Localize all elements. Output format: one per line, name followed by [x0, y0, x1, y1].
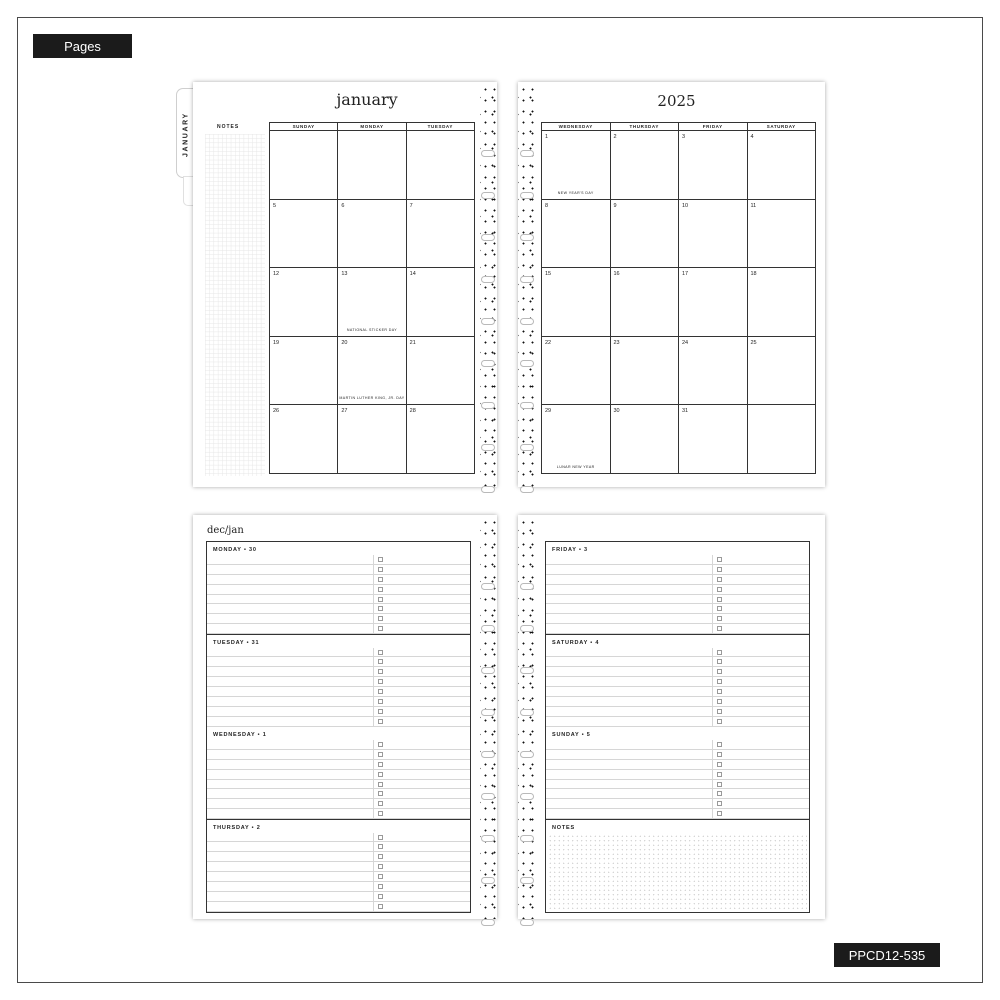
checkbox[interactable]: [717, 567, 722, 572]
holiday-label: NATIONAL STICKER DAY: [346, 327, 398, 332]
calendar-day-cell[interactable]: [338, 336, 406, 405]
calendar-grid-right: [541, 122, 816, 474]
binder-ring-icon: [520, 793, 534, 800]
checkbox[interactable]: [378, 894, 383, 899]
checkbox[interactable]: [378, 616, 383, 621]
checkbox[interactable]: [378, 801, 383, 806]
day-number: 28: [409, 408, 416, 414]
calendar-day-cell[interactable]: [406, 268, 474, 337]
binder-ring-icon: [481, 835, 495, 842]
weekday-header: THURSDAY: [610, 123, 679, 131]
day-number: 18: [750, 271, 757, 277]
checkbox[interactable]: [378, 669, 383, 674]
binder-ring-icon: [520, 486, 534, 493]
calendar-week-row: [542, 131, 816, 200]
calendar-day-cell[interactable]: [610, 199, 679, 268]
checkbox-list: [717, 742, 722, 821]
checkbox[interactable]: [378, 597, 383, 602]
day-section[interactable]: [546, 727, 809, 820]
pages-label: Pages: [33, 34, 132, 58]
checkbox-list: [378, 742, 383, 821]
calendar-day-cell[interactable]: [270, 268, 338, 337]
day-section[interactable]: [207, 635, 470, 728]
month-title: january: [336, 90, 398, 109]
dot-pattern-strip: [480, 82, 497, 487]
checklist-column: [712, 648, 809, 727]
checkbox[interactable]: [378, 567, 383, 572]
checkbox[interactable]: [717, 689, 722, 694]
weekday-header: FRIDAY: [679, 123, 748, 131]
calendar-week-row: [270, 268, 475, 337]
day-number: 6: [341, 202, 345, 209]
calendar-day-cell[interactable]: [610, 405, 679, 474]
calendar-day-cell[interactable]: [747, 405, 816, 474]
calendar-day-cell[interactable]: [542, 131, 611, 200]
calendar-day-cell[interactable]: [270, 336, 338, 405]
weekday-header: MONDAY: [338, 123, 406, 131]
day-number: 29: [545, 408, 552, 414]
binder-ring-icon: [520, 318, 534, 325]
weekly-page-left: [193, 515, 497, 919]
checkbox[interactable]: [717, 782, 722, 787]
checkbox[interactable]: [717, 597, 722, 602]
checkbox[interactable]: [378, 762, 383, 767]
day-number: 23: [613, 339, 620, 346]
weekday-header: SATURDAY: [747, 123, 816, 131]
checklist-column: [373, 648, 470, 727]
dot-grid: [548, 834, 807, 911]
checkbox[interactable]: [717, 679, 722, 684]
calendar-week-row: [270, 199, 475, 268]
checkbox[interactable]: [717, 791, 722, 796]
day-heading: SATURDAY • 4: [552, 639, 600, 646]
binder-ring-icon: [481, 709, 495, 716]
checkbox[interactable]: [378, 679, 383, 684]
binder-ring-icon: [481, 667, 495, 674]
weekly-column-left: [206, 541, 471, 913]
day-number: 8: [545, 202, 549, 209]
day-number: 26: [273, 408, 280, 414]
calendar-day-cell[interactable]: [747, 199, 816, 268]
calendar-day-cell[interactable]: [542, 405, 611, 474]
monthly-page-right: [518, 82, 825, 487]
binder-ring-icon: [481, 192, 495, 199]
day-number: 24: [682, 339, 689, 346]
binder-ring-icon: [481, 919, 495, 926]
calendar-day-cell[interactable]: [610, 131, 679, 200]
calendar-day-cell[interactable]: [338, 131, 406, 200]
binder-ring-icon: [520, 360, 534, 367]
checkbox[interactable]: [717, 752, 722, 757]
checkbox[interactable]: [717, 669, 722, 674]
binder-ring-icon: [520, 276, 534, 283]
binder-ring-icon: [520, 444, 534, 451]
checkbox[interactable]: [378, 577, 383, 582]
day-number: 15: [545, 271, 552, 277]
checkbox[interactable]: [717, 811, 722, 816]
writing-lines: [207, 833, 470, 913]
calendar-day-cell[interactable]: [338, 405, 406, 474]
checkbox[interactable]: [717, 606, 722, 611]
day-number: 27: [341, 408, 348, 414]
checkbox[interactable]: [717, 616, 722, 621]
calendar-day-cell[interactable]: [270, 131, 338, 200]
calendar-day-cell[interactable]: [406, 131, 474, 200]
holiday-label: MARTIN LUTHER KING, JR. DAY: [339, 396, 405, 400]
binder-ring-icon: [481, 318, 495, 325]
checkbox[interactable]: [717, 742, 722, 747]
calendar-grid-left: [269, 122, 475, 474]
calendar-week-row: [542, 405, 816, 474]
checkbox[interactable]: [378, 709, 383, 714]
checkbox[interactable]: [717, 659, 722, 664]
checkbox-list: [717, 650, 722, 729]
checkbox[interactable]: [378, 791, 383, 796]
checklist-column: [373, 740, 470, 819]
binder-ring-icon: [520, 402, 534, 409]
checkbox[interactable]: [717, 587, 722, 592]
writing-lines: [207, 648, 470, 727]
checkbox[interactable]: [378, 835, 383, 840]
binder-ring-icon: [520, 877, 534, 884]
day-section[interactable]: [546, 635, 809, 728]
calendar-week-row: [542, 336, 816, 405]
checkbox[interactable]: [378, 904, 383, 909]
writing-lines: [207, 740, 470, 819]
binder-ring-icon: [481, 444, 495, 451]
writing-lines: [546, 740, 809, 819]
calendar-day-cell[interactable]: [406, 199, 474, 268]
writing-lines: [207, 555, 470, 634]
dot-pattern-strip: [480, 515, 497, 919]
weekday-header: WEDNESDAY: [542, 123, 611, 131]
binder-ring-icon: [481, 625, 495, 632]
product-frame: [17, 17, 983, 983]
month-tab-label: JANUARY: [182, 112, 190, 158]
day-heading: FRIDAY • 3: [552, 547, 588, 553]
checkbox[interactable]: [378, 772, 383, 777]
calendar-day-cell[interactable]: [679, 199, 748, 268]
calendar-day-cell[interactable]: [610, 268, 679, 337]
checkbox[interactable]: [378, 854, 383, 859]
day-heading: MONDAY • 30: [213, 547, 257, 553]
binder-ring-icon: [481, 751, 495, 758]
day-heading: SUNDAY • 5: [552, 732, 591, 738]
holiday-label: NEW YEAR'S DAY: [557, 190, 594, 195]
weekly-notes-section[interactable]: [546, 820, 809, 913]
day-number: 31: [682, 408, 689, 414]
checkbox-list: [717, 557, 722, 636]
checklist-column: [712, 740, 809, 819]
calendar-day-cell[interactable]: [542, 199, 611, 268]
checkbox[interactable]: [378, 874, 383, 879]
checkbox[interactable]: [717, 772, 722, 777]
checkbox[interactable]: [717, 762, 722, 767]
monthly-page-left: [193, 82, 497, 487]
calendar-day-cell[interactable]: [679, 336, 748, 405]
binder-ring-icon: [481, 150, 495, 157]
binder-ring-icon: [520, 751, 534, 758]
day-number: 14: [409, 271, 416, 277]
binder-ring-icon: [520, 583, 534, 590]
day-number: 20: [341, 339, 348, 346]
checkbox[interactable]: [378, 782, 383, 787]
holiday-label: LUNAR NEW YEAR: [556, 464, 595, 469]
binder-ring-icon: [520, 192, 534, 199]
sku-label: PPCD12-535: [834, 943, 940, 967]
day-heading: TUESDAY • 31: [213, 639, 260, 646]
checkbox-list: [378, 650, 383, 729]
binder-ring-icon: [481, 402, 495, 409]
year-title: 2025: [657, 92, 696, 110]
binder-ring-icon: [481, 360, 495, 367]
writing-lines: [546, 555, 809, 634]
checkbox[interactable]: [717, 709, 722, 714]
checkbox[interactable]: [378, 606, 383, 611]
checkbox[interactable]: [378, 587, 383, 592]
calendar-week-row: [270, 336, 475, 405]
checkbox[interactable]: [717, 626, 722, 631]
calendar-day-cell[interactable]: [679, 405, 748, 474]
checkbox[interactable]: [378, 699, 383, 704]
calendar-day-cell[interactable]: [679, 131, 748, 200]
calendar-day-cell[interactable]: [270, 199, 338, 268]
checkbox[interactable]: [717, 699, 722, 704]
day-number: 19: [273, 339, 280, 346]
checklist-column: [373, 833, 470, 913]
binder-ring-icon: [520, 709, 534, 716]
day-number: 21: [409, 339, 416, 346]
binder-ring-icon: [481, 583, 495, 590]
calendar-day-cell[interactable]: [406, 405, 474, 474]
binder-ring-icon: [481, 276, 495, 283]
dot-pattern-strip: [518, 515, 535, 919]
calendar-day-cell[interactable]: [747, 268, 816, 337]
binder-ring-icon: [520, 835, 534, 842]
notes-label: NOTES: [217, 124, 240, 130]
binder-ring-icon: [520, 150, 534, 157]
binder-ring-icon: [520, 667, 534, 674]
day-number: 25: [750, 339, 757, 346]
writing-lines: [546, 648, 809, 727]
calendar-day-cell[interactable]: [679, 268, 748, 337]
day-section[interactable]: [546, 542, 809, 635]
weekday-header: SUNDAY: [270, 123, 338, 131]
day-number: 11: [750, 202, 757, 209]
checkbox[interactable]: [378, 864, 383, 869]
checkbox[interactable]: [378, 689, 383, 694]
day-section[interactable]: [207, 727, 470, 820]
weekly-column-right: [545, 541, 810, 913]
calendar-day-cell[interactable]: [542, 336, 611, 405]
calendar-week-row: [270, 405, 475, 474]
calendar-week-row: [542, 199, 816, 268]
calendar-week-row: [270, 131, 475, 200]
binder-ring-icon: [520, 919, 534, 926]
week-title: dec/jan: [207, 525, 244, 536]
dot-pattern-strip: [518, 82, 535, 487]
checkbox[interactable]: [717, 801, 722, 806]
binder-ring-icon: [520, 234, 534, 241]
weekday-header: TUESDAY: [406, 123, 474, 131]
calendar-week-row: [542, 268, 816, 337]
day-number: 16: [613, 271, 620, 277]
day-number: 13: [341, 271, 348, 277]
checkbox[interactable]: [717, 650, 722, 655]
binder-ring-icon: [481, 486, 495, 493]
day-section[interactable]: [207, 542, 470, 635]
binder-ring-icon: [520, 625, 534, 632]
calendar-day-cell[interactable]: [610, 336, 679, 405]
day-heading: THURSDAY • 2: [213, 824, 261, 831]
calendar-day-cell[interactable]: [338, 268, 406, 337]
weekly-page-right: [518, 515, 825, 919]
checklist-column: [712, 555, 809, 634]
calendar-day-cell[interactable]: [270, 405, 338, 474]
calendar-day-cell[interactable]: [542, 268, 611, 337]
day-number: 5: [273, 202, 277, 209]
checkbox[interactable]: [378, 557, 383, 562]
checkbox[interactable]: [378, 719, 383, 724]
day-number: 1: [545, 134, 549, 140]
checkbox-list: [378, 835, 383, 914]
notes-heading: NOTES: [552, 824, 575, 831]
day-heading: WEDNESDAY • 1: [213, 732, 267, 738]
calendar-day-cell[interactable]: [406, 336, 474, 405]
binder-ring-icon: [481, 793, 495, 800]
checkbox[interactable]: [378, 884, 383, 889]
day-number: 22: [545, 339, 552, 346]
checkbox[interactable]: [378, 659, 383, 664]
checkbox[interactable]: [378, 742, 383, 747]
checkbox[interactable]: [717, 719, 722, 724]
calendar-day-cell[interactable]: [338, 199, 406, 268]
day-number: 10: [682, 202, 689, 209]
checkbox[interactable]: [378, 752, 383, 757]
day-number: 2: [613, 134, 617, 140]
day-number: 4: [750, 134, 754, 140]
checkbox-list: [378, 557, 383, 636]
calendar-day-cell[interactable]: [747, 131, 816, 200]
checkbox[interactable]: [378, 811, 383, 816]
day-number: 17: [682, 271, 689, 277]
day-number: 7: [409, 202, 413, 209]
checkbox[interactable]: [717, 577, 722, 582]
checkbox[interactable]: [378, 650, 383, 655]
day-number: 30: [613, 408, 620, 414]
checkbox[interactable]: [378, 626, 383, 631]
binder-ring-icon: [481, 234, 495, 241]
calendar-day-cell[interactable]: [747, 336, 816, 405]
day-number: 9: [613, 202, 617, 209]
day-number: 12: [273, 271, 280, 277]
checkbox[interactable]: [378, 844, 383, 849]
day-section[interactable]: [207, 820, 470, 913]
day-number: 3: [682, 134, 686, 140]
binder-ring-icon: [481, 877, 495, 884]
checklist-column: [373, 555, 470, 634]
notes-grid: [205, 134, 265, 476]
checkbox[interactable]: [717, 557, 722, 562]
